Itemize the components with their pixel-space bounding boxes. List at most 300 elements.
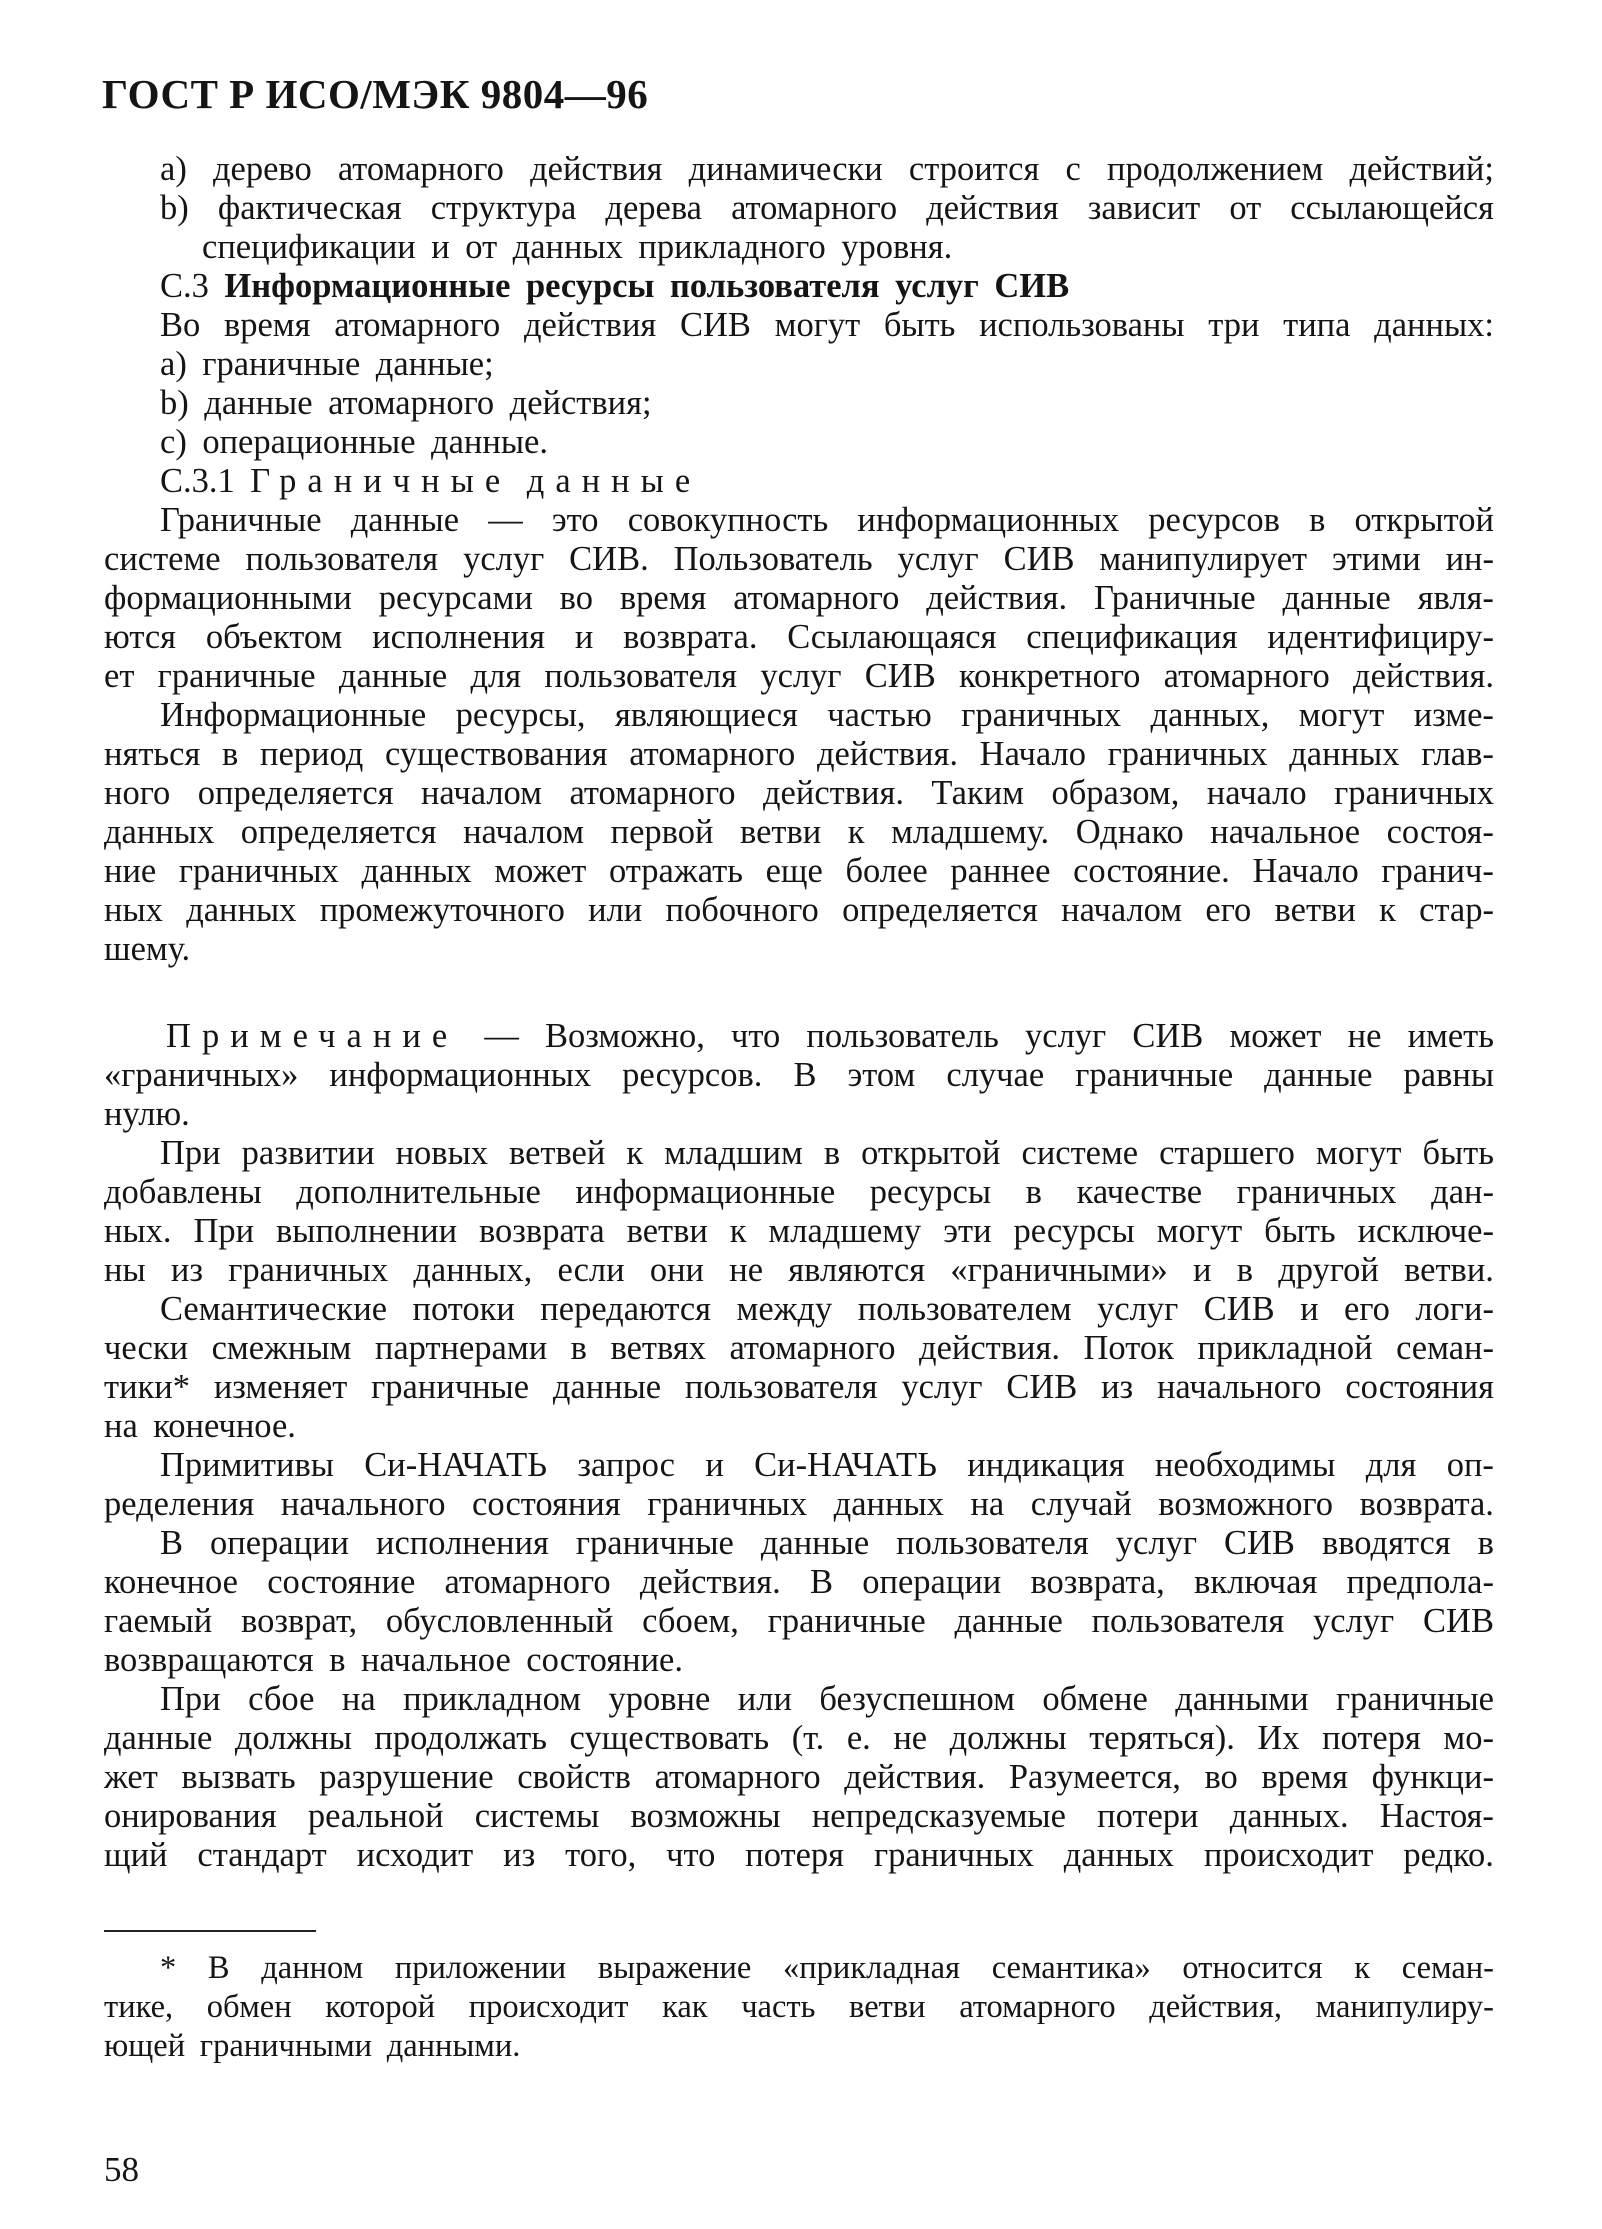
text-line	[104, 930, 1494, 969]
word: строится	[908, 150, 1040, 188]
word: запрос	[577, 1446, 675, 1484]
word: действия.	[919, 1329, 1060, 1367]
word: СИВ	[1423, 1602, 1494, 1640]
word: граничные	[575, 1524, 734, 1562]
word: в	[1477, 1524, 1494, 1562]
text-line	[104, 618, 1494, 657]
word: атомарного	[959, 1989, 1116, 2025]
word: дан-	[1431, 1173, 1494, 1211]
text-line	[104, 1602, 1494, 1641]
word: граничными	[199, 2028, 373, 2064]
word: из	[170, 1251, 203, 1289]
word: или	[588, 891, 643, 929]
word: В	[793, 1056, 817, 1094]
word: Начало	[979, 735, 1086, 773]
word: данные	[204, 384, 313, 422]
word: состояние.	[526, 1641, 683, 1679]
word: чески	[104, 1329, 189, 1367]
word: время	[223, 306, 311, 344]
word: происходит	[468, 1989, 629, 2025]
word: Граничные	[160, 501, 322, 539]
word: новых	[395, 1134, 488, 1172]
word: передаются	[540, 1290, 712, 1328]
text-line	[104, 1758, 1494, 1797]
word: информационных	[329, 1056, 592, 1094]
word: на	[970, 1485, 1005, 1523]
word: динамически	[688, 150, 883, 188]
word: обусловленный	[385, 1602, 614, 1640]
word: услуг	[463, 540, 545, 578]
word: СИВ	[1003, 540, 1075, 578]
word: системе	[1021, 1134, 1139, 1172]
word: возврат,	[241, 1602, 358, 1640]
word: часть	[741, 1989, 816, 2025]
word: атомарного	[733, 579, 900, 617]
word: могут	[774, 306, 861, 344]
word: на	[341, 1680, 376, 1718]
text-line	[104, 1212, 1494, 1251]
word: потери	[1097, 1797, 1199, 1835]
word: семан-	[1401, 1950, 1494, 1986]
text-line	[104, 1836, 1494, 1875]
word: тики*	[104, 1368, 191, 1406]
word: в	[570, 1329, 587, 1367]
word: ветви	[626, 1212, 708, 1250]
word: его	[1344, 1290, 1390, 1328]
word: Таким	[931, 774, 1025, 812]
word: это	[551, 501, 599, 539]
word: Семантические	[160, 1290, 388, 1328]
word: исключе-	[1357, 1212, 1494, 1250]
word: ресурсами	[378, 579, 533, 617]
word: начало	[1206, 774, 1307, 812]
word: услуг	[1025, 1017, 1107, 1055]
word: идентифициру-	[1267, 618, 1494, 656]
word: граничных	[647, 1485, 808, 1523]
word: данными	[1175, 1680, 1309, 1718]
word: возврата.	[1359, 1485, 1494, 1523]
text-line	[104, 735, 1494, 774]
text-line	[104, 891, 1494, 930]
word: атомарного	[328, 384, 495, 422]
word: пользователя	[245, 540, 439, 578]
word: данных:	[1374, 306, 1494, 344]
word: «прикладная	[783, 1950, 961, 1986]
text-line	[104, 1563, 1494, 1602]
word: данные	[1264, 1056, 1373, 1094]
word: непредсказуемые	[811, 1797, 1066, 1835]
word: исходит	[356, 1836, 474, 1874]
footnote-divider	[104, 1930, 316, 1932]
word: не	[893, 1719, 928, 1757]
word: атомарного	[569, 774, 736, 812]
word: редко.	[1403, 1836, 1494, 1874]
word: еще	[765, 852, 823, 890]
word: время	[1261, 1758, 1348, 1796]
word: данных	[186, 891, 297, 929]
text-line	[104, 813, 1494, 852]
word: к	[626, 1134, 644, 1172]
word: Информационные	[160, 696, 427, 734]
word: граничных	[228, 1251, 389, 1289]
word: няться	[104, 735, 201, 773]
word: действия,	[1149, 1989, 1283, 2025]
word: качестве	[1076, 1173, 1203, 1211]
text-line	[160, 306, 1494, 345]
word: граничных	[1107, 735, 1268, 773]
word: ресурсов.	[622, 1056, 763, 1094]
word: обмене	[1042, 1680, 1148, 1718]
word: более	[845, 852, 928, 890]
word: шему.	[104, 930, 191, 968]
word: начального	[280, 1485, 446, 1523]
word: относится	[1182, 1950, 1323, 1986]
word: ных	[104, 891, 163, 929]
word: и	[705, 1446, 724, 1484]
word: ветви.	[1404, 1251, 1494, 1289]
word: «граничных»	[104, 1056, 299, 1094]
word: гранич-	[1381, 852, 1494, 890]
word: действия.	[844, 1758, 986, 1796]
word: ющей	[104, 2028, 186, 2064]
word: атомарного	[629, 735, 796, 773]
word: СИВ.	[569, 540, 649, 578]
word: жет	[104, 1758, 158, 1796]
word: или	[737, 1680, 792, 1718]
word: исполнения	[372, 618, 545, 656]
word: его	[1205, 891, 1252, 929]
word: выражение	[597, 1950, 752, 1986]
word: вводятся	[1321, 1524, 1451, 1562]
word: действия	[926, 189, 1059, 227]
word: услуг	[1115, 1524, 1197, 1562]
word: b)	[160, 189, 189, 227]
word: равны	[1403, 1056, 1494, 1094]
word: состояния	[1345, 1368, 1494, 1406]
word: СИВ	[1006, 1368, 1078, 1406]
word: данные.	[431, 423, 548, 461]
word: эти	[943, 1212, 992, 1250]
word: объектом	[205, 618, 343, 656]
word: Возможно,	[545, 1017, 705, 1055]
word: граничные	[1075, 1056, 1234, 1094]
word: атомарного	[654, 1758, 821, 1796]
word: Пользователь	[673, 540, 873, 578]
word: и	[1300, 1290, 1319, 1328]
word: к	[1379, 891, 1396, 929]
word: пользователя	[669, 267, 880, 305]
word: данные	[526, 462, 702, 500]
word: действия.	[817, 735, 958, 773]
word: атомарного	[334, 306, 501, 344]
word: три	[1208, 306, 1260, 344]
word: c)	[160, 423, 187, 461]
word: данные	[350, 501, 460, 539]
word: системы	[474, 1797, 600, 1835]
text-line	[104, 1989, 1494, 2028]
word: услуг	[901, 1368, 983, 1406]
word: действия	[523, 306, 657, 344]
word: данные	[954, 1602, 1063, 1640]
word: граничных	[1334, 774, 1494, 812]
text-line	[104, 1056, 1494, 1095]
word: конкретного	[959, 657, 1141, 695]
word: Граничные	[250, 462, 512, 500]
word: раннее	[950, 852, 1051, 890]
word: в	[1309, 501, 1326, 539]
word: Си-НАЧАТЬ	[364, 1446, 548, 1484]
word: может	[494, 852, 587, 890]
word: в	[222, 735, 239, 773]
word: атомарного	[444, 1563, 611, 1601]
word: b)	[160, 384, 189, 422]
word: из	[1101, 1368, 1134, 1406]
word: открытой	[1354, 501, 1494, 539]
word: данными.	[386, 2028, 521, 2064]
word: они	[649, 1251, 705, 1289]
word: период	[260, 735, 364, 773]
word: возврата,	[1030, 1563, 1165, 1601]
word: Их	[1257, 1719, 1300, 1757]
word: данных.	[1229, 1797, 1349, 1835]
word: для	[1365, 1446, 1417, 1484]
text-line	[160, 501, 1494, 540]
word: щий	[104, 1836, 168, 1874]
text-line	[160, 1680, 1494, 1719]
word: и	[574, 618, 594, 656]
word: данные	[104, 1719, 213, 1757]
text-line	[160, 696, 1494, 735]
word: ресурсы,	[455, 696, 586, 734]
word: услуг	[1313, 1602, 1395, 1640]
word: отражать	[609, 852, 743, 890]
word: В	[160, 1524, 184, 1562]
word: старшего	[1159, 1134, 1295, 1172]
word: При	[193, 1212, 255, 1250]
text-line	[104, 2028, 1494, 2067]
word: дерева	[605, 189, 702, 227]
word: пользователя	[1091, 1602, 1285, 1640]
word: В	[810, 1563, 834, 1601]
word: Примитивы	[160, 1446, 334, 1484]
word: данных	[1289, 735, 1400, 773]
text-line	[104, 1641, 1494, 1680]
word: семан-	[1396, 1329, 1494, 1367]
word: ветви	[1274, 891, 1356, 929]
word: данном	[261, 1950, 364, 1986]
word: быть	[1422, 1134, 1494, 1172]
word: ин-	[1445, 540, 1494, 578]
word: младшему	[768, 1212, 922, 1250]
text-line	[160, 345, 1494, 384]
word: Разумеется,	[1008, 1758, 1181, 1796]
text-line	[160, 384, 1494, 423]
word: операции	[210, 1524, 350, 1562]
word: приложении	[394, 1950, 567, 1986]
text-line	[160, 189, 1494, 228]
word: пользователя	[544, 657, 738, 695]
word: пользователь	[806, 1017, 999, 1055]
word: необходимы	[1154, 1446, 1336, 1484]
word: являющиеся	[614, 696, 798, 734]
word: операционные	[202, 423, 416, 461]
word: ссылающейся	[1290, 189, 1494, 227]
word: пользователя	[896, 1524, 1089, 1562]
word: онирования	[104, 1797, 277, 1835]
word: включая	[1194, 1563, 1318, 1601]
word: СИВ	[994, 267, 1070, 305]
word: с	[1065, 150, 1081, 188]
word: и	[431, 228, 450, 266]
word: ются	[104, 618, 176, 656]
word: глав-	[1421, 735, 1494, 773]
word: е.	[846, 1719, 871, 1757]
word: Си-НАЧАТЬ	[754, 1446, 937, 1484]
word: состояние.	[1073, 852, 1230, 890]
word: ветви	[849, 1989, 926, 2025]
word: ресурсов	[1148, 501, 1280, 539]
word: определяется	[240, 813, 437, 851]
word: должны	[234, 1719, 352, 1757]
word: данные	[1282, 579, 1391, 617]
word: во	[559, 579, 593, 617]
word: данные;	[375, 345, 494, 383]
word: использованы	[979, 306, 1185, 344]
word: начальное	[1210, 813, 1361, 851]
word: в	[329, 1641, 346, 1679]
word: промежуточного	[319, 891, 565, 929]
text-line	[104, 1173, 1494, 1212]
word: С.3	[160, 267, 209, 305]
word: сбое	[248, 1680, 315, 1718]
word: возврата.	[623, 618, 758, 656]
word: манипулиру-	[1315, 1989, 1494, 2025]
word: развитии	[241, 1134, 375, 1172]
word: в	[1025, 1173, 1042, 1211]
text-line	[160, 1134, 1494, 1173]
text-line	[160, 1290, 1494, 1329]
word: началом	[420, 774, 542, 812]
word: в	[823, 1134, 841, 1172]
word: данные	[552, 1368, 662, 1406]
word: партнерами	[374, 1329, 548, 1367]
word: Настоя-	[1379, 1797, 1494, 1835]
word: граничных	[961, 696, 1122, 734]
word: данных,	[413, 1251, 533, 1289]
word: первой	[610, 813, 714, 851]
word: изменяет	[213, 1368, 348, 1406]
word: открытой	[861, 1134, 1001, 1172]
word: если	[557, 1251, 625, 1289]
word: ны	[104, 1251, 146, 1289]
word: Информационные	[224, 267, 511, 305]
word: СИВ	[864, 657, 936, 695]
word: другой	[1278, 1251, 1379, 1289]
word: этими	[1332, 540, 1421, 578]
word: СИВ	[1203, 1290, 1275, 1328]
word: семантика»	[991, 1950, 1151, 1986]
word: граничные	[1336, 1680, 1494, 1718]
word: вызвать	[181, 1758, 296, 1796]
word: действия.	[639, 1563, 781, 1601]
footnote	[104, 1950, 1494, 2067]
word: к	[847, 813, 865, 851]
word: атомарного	[729, 1329, 896, 1367]
word: пользователя	[684, 1368, 878, 1406]
text-line	[160, 1950, 1494, 1989]
text-line	[160, 267, 1494, 306]
word: структура	[430, 189, 577, 227]
word: определяется	[842, 891, 1038, 929]
word: типа	[1283, 306, 1351, 344]
word: определяется	[197, 774, 394, 812]
word: начальное	[361, 1641, 511, 1679]
word: атомарного	[1163, 657, 1330, 695]
text-line	[202, 228, 1494, 267]
text-line	[160, 150, 1494, 189]
word: фактическая	[217, 189, 402, 227]
word: индикация	[967, 1446, 1125, 1484]
text-line	[104, 1329, 1494, 1368]
word: возможны	[630, 1797, 781, 1835]
word: ного	[104, 774, 171, 812]
document-header: ГОСТ Р ИСО/МЭК 9804—96	[102, 71, 649, 117]
word: к	[729, 1212, 747, 1250]
word: (т.	[791, 1719, 825, 1757]
word: действия.	[926, 579, 1068, 617]
word: теряться).	[1089, 1719, 1235, 1757]
word: действия.	[1353, 657, 1494, 695]
word: атомарного	[337, 150, 504, 188]
word: в	[1236, 1251, 1253, 1289]
word: могут	[1315, 1134, 1402, 1172]
word: безуспешном	[819, 1680, 1015, 1718]
word: При	[160, 1134, 221, 1172]
word: нулю.	[104, 1095, 190, 1133]
word: СИВ	[1132, 1017, 1204, 1055]
text-line	[160, 462, 1494, 501]
text-line	[104, 1368, 1494, 1407]
word: информационные	[575, 1173, 836, 1211]
word: ветвей	[508, 1134, 606, 1172]
word: существовать	[569, 1719, 770, 1757]
word: младшему.	[891, 813, 1050, 851]
word: формационными	[104, 579, 352, 617]
word: смежным	[211, 1329, 352, 1367]
word: должны	[949, 1719, 1067, 1757]
text-line	[104, 774, 1494, 813]
word: изме-	[1413, 696, 1494, 734]
word: данных	[104, 813, 215, 851]
word: При	[160, 1680, 221, 1718]
word: информационных	[857, 501, 1120, 539]
word: логи-	[1415, 1290, 1494, 1328]
word: происходит	[1203, 1836, 1374, 1874]
page-number: 58	[104, 2150, 139, 2189]
word: этом	[847, 1056, 916, 1094]
text-line	[104, 1407, 1494, 1446]
word: операции	[862, 1563, 1002, 1601]
word: атомарного	[731, 189, 898, 227]
word: исполнения	[376, 1524, 549, 1562]
word: могут	[1156, 1212, 1243, 1250]
word: В	[207, 1950, 230, 1986]
word: свойств	[517, 1758, 631, 1796]
word: Ссылающаяся	[787, 618, 997, 656]
word: данные	[760, 1524, 870, 1562]
word: услуг	[1097, 1290, 1179, 1328]
document-body	[104, 150, 1494, 1875]
